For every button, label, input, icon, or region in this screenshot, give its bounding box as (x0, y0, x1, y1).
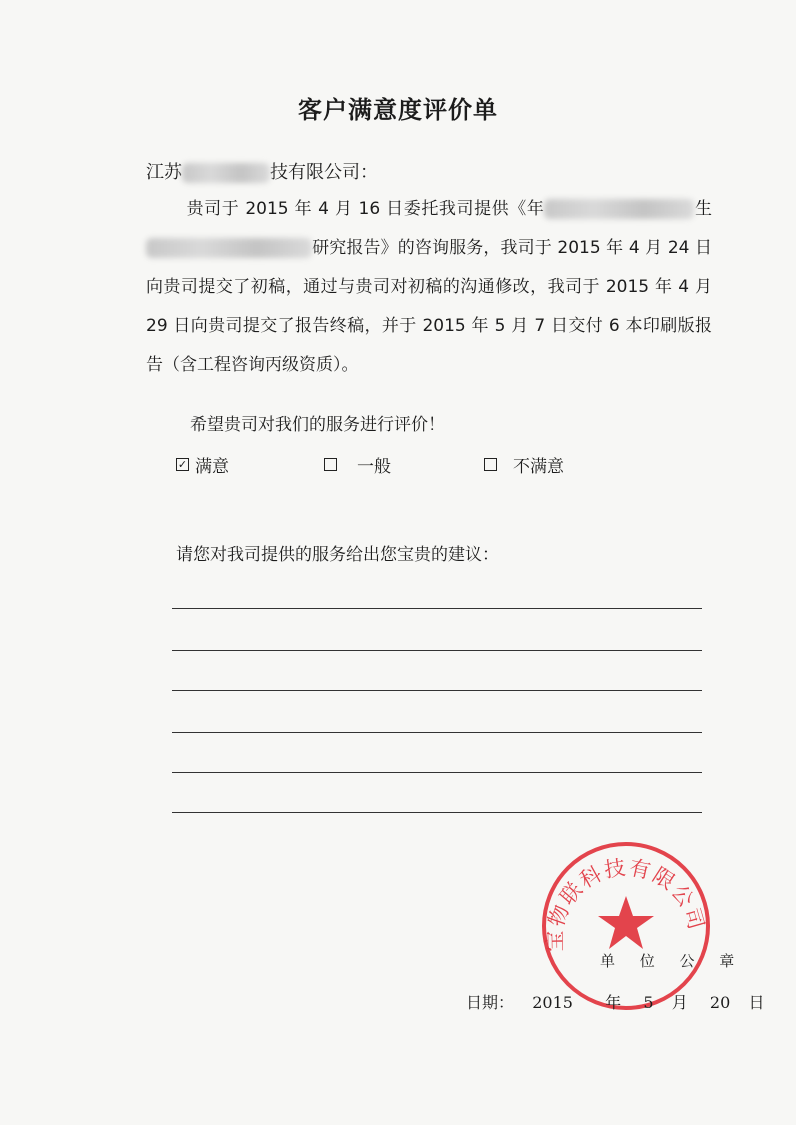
date-month: 5 (643, 993, 654, 1012)
writing-line (172, 608, 702, 609)
para-part3: 研究报告》的咨询服务，我司于 2015 年 4 月 24 日向贵司提交了初稿，通过与贵司对初稿的沟通修改，我司于 2015 年 4 月 29 日向贵司提交了报告终稿，并于 2015 年 5 月 7 日交付 6 本印刷版报告（含工程咨询丙级资质）。 (146, 238, 712, 375)
date-year: 2015 (532, 993, 573, 1012)
option-unsatisfied[interactable] (484, 452, 564, 477)
addressee (146, 158, 378, 184)
company-seal (538, 838, 714, 1014)
addressee-prefix: 江苏 (146, 162, 182, 183)
redacted-report-name-1 (544, 199, 694, 219)
date-day: 20 (709, 993, 731, 1012)
date-day-unit: 日 (748, 993, 765, 1012)
evaluation-prompt: 希望贵司对我们的服务进行评价！ (190, 415, 445, 435)
addressee-suffix: 技有限公司： (270, 162, 378, 183)
date-year-unit: 年 (605, 993, 622, 1012)
para-part1: 贵司于 2015 年 4 月 16 日委托我司提供《年 (186, 199, 545, 219)
seal-label: 单 位 公 章 (600, 952, 745, 970)
rating-options (176, 452, 696, 480)
redacted-company-name (182, 163, 270, 183)
seal-star-icon (598, 896, 654, 949)
checkbox-checked-icon[interactable]: ✓ (177, 458, 188, 471)
writing-line (172, 650, 702, 651)
writing-line (172, 812, 702, 813)
para-part2: 生 (694, 199, 713, 219)
option-label: 不满意 (513, 457, 564, 477)
seal-text: 宝物联科技有限公司 (542, 855, 709, 952)
option-average[interactable] (324, 452, 391, 477)
option-label: 满意 (195, 457, 229, 477)
date-label: 日期： (466, 993, 515, 1012)
date-line (466, 990, 764, 1013)
writing-line (172, 690, 702, 691)
checkbox-icon[interactable] (324, 458, 337, 471)
option-satisfied[interactable] (176, 452, 229, 477)
document-title: 客户满意度评价单 (298, 96, 498, 124)
writing-line (172, 772, 702, 773)
suggestion-prompt: 请您对我司提供的服务给出您宝贵的建议： (176, 545, 499, 565)
writing-line (172, 732, 702, 733)
option-label: 一般 (357, 457, 391, 477)
redacted-report-name-2 (146, 238, 312, 258)
body-paragraph (146, 190, 712, 385)
checkbox-icon[interactable] (484, 458, 497, 471)
date-month-unit: 月 (671, 993, 688, 1012)
